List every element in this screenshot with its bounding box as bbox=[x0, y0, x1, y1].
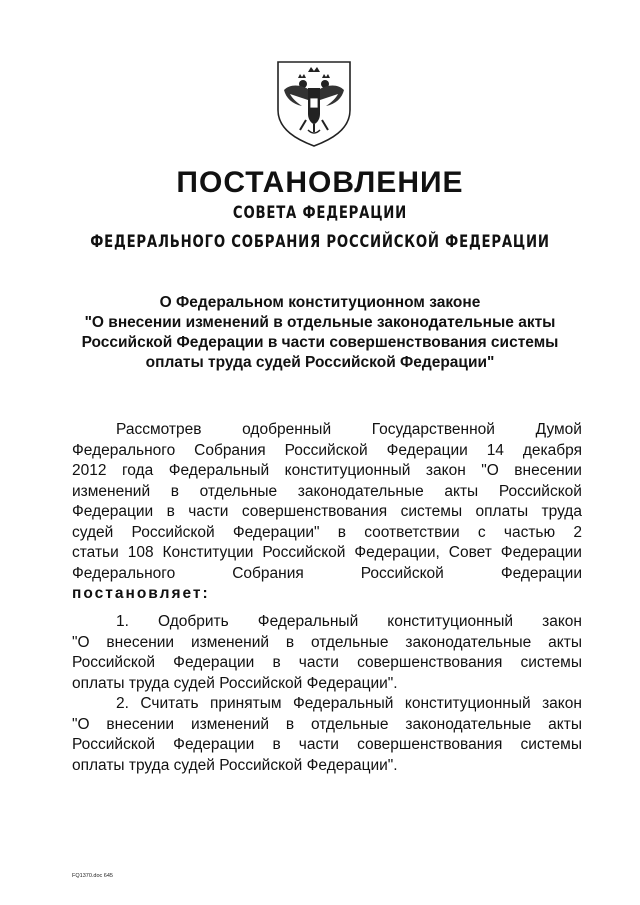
word: судей bbox=[72, 523, 114, 541]
text-line bbox=[72, 482, 582, 503]
word: Думой bbox=[535, 421, 582, 438]
word: Российской bbox=[72, 736, 156, 753]
word: конституционный bbox=[284, 462, 411, 479]
word: с bbox=[477, 523, 486, 541]
word: Федерации" bbox=[232, 523, 320, 541]
word: внесении bbox=[106, 715, 175, 733]
word: 1. bbox=[116, 613, 129, 630]
word: акты bbox=[444, 482, 479, 500]
word: "О bbox=[72, 715, 90, 733]
word: совершенствования bbox=[357, 736, 503, 753]
word: Российской bbox=[72, 654, 156, 671]
word: Собрания bbox=[232, 564, 304, 582]
text-line bbox=[72, 523, 582, 544]
text-line: оплаты труда судей Российской Федерации". bbox=[72, 756, 398, 774]
word: части bbox=[188, 503, 229, 520]
text-line bbox=[72, 502, 582, 523]
word: Российской bbox=[131, 523, 215, 541]
word: системы bbox=[520, 654, 582, 671]
text-line bbox=[72, 653, 582, 674]
word: закон bbox=[425, 462, 466, 479]
word: Российской bbox=[284, 441, 368, 459]
word: Федерального bbox=[72, 564, 176, 582]
word: внесении bbox=[106, 633, 175, 651]
double-headed-eagle-icon bbox=[272, 58, 356, 148]
word: отдельные bbox=[199, 482, 278, 500]
word: Федеральный bbox=[292, 695, 394, 712]
word: 14 bbox=[486, 441, 504, 459]
word: акты bbox=[548, 715, 582, 733]
word: оплаты bbox=[475, 503, 529, 520]
coat-of-arms-emblem bbox=[272, 58, 356, 148]
item-1-paragraph bbox=[72, 612, 582, 694]
word: законодательные bbox=[405, 633, 532, 651]
word: системы bbox=[520, 736, 582, 753]
text-line bbox=[72, 441, 582, 462]
word: соответствии bbox=[364, 523, 460, 541]
word: статьи bbox=[72, 544, 119, 561]
word: труда bbox=[541, 503, 582, 520]
word: Федерации, bbox=[354, 544, 440, 561]
word: в bbox=[337, 523, 346, 541]
word: конституционный bbox=[387, 613, 514, 630]
text-line bbox=[72, 420, 582, 441]
text-line bbox=[72, 694, 582, 715]
word: внесении bbox=[514, 462, 582, 479]
word: Федерального bbox=[72, 441, 176, 459]
word: части bbox=[298, 654, 339, 671]
word: совершенствования bbox=[357, 654, 503, 671]
resolves-word: постановляет: bbox=[72, 585, 210, 602]
word: принятым bbox=[209, 695, 282, 712]
word: Федерации bbox=[500, 564, 582, 582]
word: Одобрить bbox=[158, 613, 229, 630]
word: Конституции bbox=[162, 544, 254, 561]
issuer-line-1: СОВЕТА ФЕДЕРАЦИИ bbox=[232, 203, 408, 223]
title-line: "О внесении изменений в отдельные законодательные акты bbox=[84, 314, 556, 331]
word: изменений bbox=[190, 633, 270, 651]
word: в bbox=[285, 633, 295, 651]
word: отдельные bbox=[311, 715, 389, 733]
word: "О bbox=[72, 633, 90, 651]
word: Российской bbox=[498, 482, 582, 500]
word: частью bbox=[503, 523, 556, 541]
text-line bbox=[72, 715, 582, 736]
text-line bbox=[72, 612, 582, 633]
word: Федерации bbox=[173, 654, 255, 671]
text-line bbox=[72, 735, 582, 756]
word: 108 bbox=[127, 544, 154, 561]
word: Российской bbox=[262, 544, 346, 561]
document-title bbox=[60, 293, 580, 373]
word: Федеральный bbox=[168, 462, 270, 479]
resolves-line bbox=[72, 584, 582, 605]
word: изменений bbox=[72, 482, 151, 500]
word: в bbox=[170, 482, 179, 500]
word: в bbox=[166, 503, 175, 520]
title-line: оплаты труда судей Российской Федерации" bbox=[145, 354, 495, 371]
word: 2 bbox=[573, 523, 582, 541]
word: в bbox=[272, 654, 281, 671]
word: Рассмотрев bbox=[116, 421, 202, 438]
word: закон bbox=[542, 613, 582, 630]
word: Федерации bbox=[386, 441, 468, 459]
word: 2012 bbox=[72, 462, 107, 479]
text-line bbox=[72, 633, 582, 654]
word: Федеральный bbox=[257, 613, 359, 630]
document-file-code: FQ1370.doc 645 bbox=[72, 873, 113, 879]
word: акты bbox=[548, 633, 582, 651]
preamble-paragraph bbox=[72, 420, 582, 605]
word: "О bbox=[481, 462, 499, 479]
word: 2. bbox=[116, 695, 129, 712]
item-2-paragraph bbox=[72, 694, 582, 776]
word: Российской bbox=[360, 564, 444, 582]
word: закон bbox=[542, 695, 582, 712]
word: Федерации bbox=[173, 736, 255, 753]
word: совершенствования bbox=[241, 503, 388, 520]
title-line: О Федеральном конституционном законе bbox=[159, 294, 481, 311]
word: Собрания bbox=[194, 441, 266, 459]
word: Федерации bbox=[500, 544, 582, 561]
word: одобренный bbox=[242, 421, 332, 438]
word: Федерации bbox=[72, 503, 154, 520]
issuer-line-2: ФЕДЕРАЛЬНОГО СОБРАНИЯ РОССИЙСКОЙ ФЕДЕРАЦИИ bbox=[90, 232, 550, 252]
word: системы bbox=[400, 503, 463, 520]
text-line: оплаты труда судей Российской Федерации". bbox=[72, 674, 398, 692]
document-type-heading: ПОСТАНОВЛЕНИЕ bbox=[176, 166, 464, 199]
word: законодательные bbox=[297, 482, 424, 500]
word: Считать bbox=[140, 695, 199, 712]
text-line bbox=[72, 564, 582, 585]
word: отдельные bbox=[311, 633, 389, 651]
title-line: Российской Федерации в части совершенствования системы bbox=[81, 334, 559, 351]
word: конституционный bbox=[404, 695, 531, 712]
text-line bbox=[72, 461, 582, 482]
word: года bbox=[121, 462, 154, 479]
word: Государственной bbox=[371, 421, 495, 438]
text-line bbox=[72, 543, 582, 564]
word: изменений bbox=[190, 715, 270, 733]
word: части bbox=[298, 736, 339, 753]
word: декабря bbox=[522, 441, 582, 459]
word: в bbox=[285, 715, 295, 733]
word: законодательные bbox=[405, 715, 532, 733]
word: в bbox=[272, 736, 281, 753]
word: Совет bbox=[448, 544, 492, 561]
